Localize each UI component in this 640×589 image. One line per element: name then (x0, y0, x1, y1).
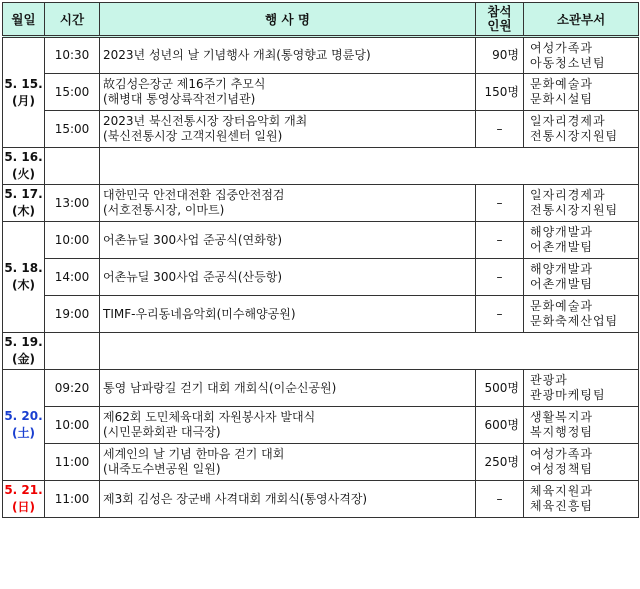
table-row (3, 222, 639, 259)
date-cell (3, 222, 45, 333)
event-line: 통영 남파랑길 걷기 대회 개회식(이순신공원) (103, 380, 337, 395)
empty-day-row (3, 148, 639, 185)
event-cell (100, 37, 476, 74)
date-text: 5. 17. (4, 187, 43, 201)
dept-cell (524, 185, 639, 222)
attendance-cell: 500명 (476, 370, 524, 407)
dept-line: 문화예술과 (530, 299, 593, 313)
time-cell: 10:30 (45, 37, 100, 74)
attendance-cell: 150명 (476, 74, 524, 111)
dept-cell (524, 481, 639, 518)
time-cell: 10:00 (45, 222, 100, 259)
attendance-cell: – (476, 111, 524, 148)
attendance-cell: – (476, 222, 524, 259)
table-row (3, 444, 639, 481)
event-cell (100, 481, 476, 518)
date-cell (3, 370, 45, 481)
weekday-text: (土) (12, 426, 35, 440)
event-line: 故김성은장군 제16주기 추모식 (103, 77, 266, 91)
event-cell (100, 296, 476, 333)
dept-cell (524, 222, 639, 259)
dept-line: 일자리경제과 (530, 188, 606, 202)
dept-cell (524, 444, 639, 481)
table-row (3, 370, 639, 407)
dept-cell (524, 74, 639, 111)
event-line: 2023년 성년의 날 기념행사 개최(통영향교 명륜당) (103, 48, 371, 62)
time-cell: 15:00 (45, 74, 100, 111)
dept-line: 체육지원과 (530, 484, 593, 498)
dept-line: 일자리경제과 (530, 114, 606, 128)
table-row (3, 37, 639, 74)
time-cell: 11:00 (45, 481, 100, 518)
date-cell (3, 148, 45, 185)
date-cell (3, 37, 45, 148)
empty-day-row (3, 333, 639, 370)
event-cell (100, 222, 476, 259)
table-row (3, 407, 639, 444)
dept-line: 여성가족과 (530, 447, 593, 461)
date-text: 5. 19. (4, 335, 43, 349)
event-cell (100, 407, 476, 444)
dept-line: 생활복지과 (530, 410, 593, 424)
header-event: 행 사 명 (100, 3, 476, 37)
table-row (3, 296, 639, 333)
event-line: 대한민국 안전대전환 집중안전점검 (103, 188, 285, 202)
event-line: 세계인의 날 기념 한마음 걷기 대회 (103, 447, 285, 461)
schedule-table (2, 2, 639, 518)
header-date: 월일 (3, 3, 45, 37)
dept-line: 문화예술과 (530, 77, 593, 91)
attendance-cell: 90명 (476, 37, 524, 74)
table-row (3, 111, 639, 148)
event-cell (100, 370, 476, 407)
schedule-body (3, 37, 639, 518)
time-cell: 19:00 (45, 296, 100, 333)
dept-line: 관광마케팅팀 (530, 388, 606, 402)
dept-line: 어촌개발팀 (530, 240, 593, 254)
time-cell: 11:00 (45, 444, 100, 481)
time-cell: 14:00 (45, 259, 100, 296)
event-line: (내죽도수변공원 일원) (103, 462, 221, 476)
event-cell (100, 333, 639, 370)
event-line: 2023년 북신전통시장 장터음악회 개최 (103, 114, 308, 128)
date-cell (3, 185, 45, 222)
time-cell: 10:00 (45, 407, 100, 444)
dept-cell (524, 296, 639, 333)
date-text: 5. 15. (4, 76, 43, 91)
dept-line: 관광과 (530, 373, 568, 387)
time-cell (45, 333, 100, 370)
header-dept: 소관부서 (524, 3, 639, 37)
dept-line: 전통시장지원팀 (530, 203, 619, 217)
dept-line: 여성정책팀 (530, 462, 593, 476)
attendance-cell: – (476, 296, 524, 333)
header-time: 시간 (45, 3, 100, 37)
date-text: 5. 21. (4, 483, 43, 497)
dept-cell (524, 259, 639, 296)
dept-line: 문화축제산업팀 (530, 314, 619, 328)
time-cell: 09:20 (45, 370, 100, 407)
header-row (3, 3, 639, 37)
event-line: (시민문화회관 대극장) (103, 425, 221, 439)
event-line: 제3회 김성은 장군배 사격대회 개회식(통영사격장) (103, 491, 368, 506)
weekday-text: (木) (12, 278, 35, 292)
date-text: 5. 20. (4, 409, 43, 423)
weekday-text: (金) (12, 352, 35, 366)
date-text: 5. 18. (4, 261, 43, 275)
dept-cell (524, 370, 639, 407)
attendance-cell: 250명 (476, 444, 524, 481)
header-attendance (476, 3, 524, 37)
dept-cell (524, 407, 639, 444)
table-row (3, 74, 639, 111)
event-line: 제62회 도민체육대회 자원봉사자 발대식 (103, 410, 316, 424)
date-cell (3, 481, 45, 518)
event-cell (100, 259, 476, 296)
event-line: 어촌뉴딜 300사업 준공식(산등항) (103, 269, 283, 284)
attendance-cell: – (476, 259, 524, 296)
dept-line: 해양개발과 (530, 225, 593, 239)
table-row (3, 259, 639, 296)
attendance-cell: – (476, 185, 524, 222)
event-line: (북신전통시장 고객지원센터 일원) (103, 129, 283, 143)
time-cell: 15:00 (45, 111, 100, 148)
dept-cell (524, 37, 639, 74)
dept-line: 아동청소년팀 (530, 55, 606, 70)
event-line: 어촌뉴딜 300사업 준공식(연화항) (103, 232, 283, 247)
event-cell (100, 185, 476, 222)
weekday-text: (日) (12, 500, 35, 514)
dept-line: 전통시장지원팀 (530, 129, 619, 143)
date-cell (3, 333, 45, 370)
event-line: TIMF-우리동네음악회(미수해양공원) (103, 306, 296, 321)
event-cell (100, 111, 476, 148)
attendance-cell: – (476, 481, 524, 518)
event-cell (100, 74, 476, 111)
time-cell (45, 148, 100, 185)
event-cell (100, 148, 639, 185)
event-cell (100, 444, 476, 481)
event-line: (서호전통시장, 이마트) (103, 203, 225, 217)
dept-line: 해양개발과 (530, 262, 593, 276)
dept-line: 복지행정팀 (530, 425, 593, 439)
weekday-text: (月) (12, 93, 35, 108)
table-row (3, 481, 639, 518)
weekday-text: (木) (12, 204, 35, 218)
dept-cell (524, 111, 639, 148)
dept-line: 여성가족과 (530, 40, 593, 55)
weekday-text: (火) (12, 167, 35, 181)
event-line: (해병대 통영상륙작전기념관) (103, 92, 256, 106)
table-row (3, 185, 639, 222)
dept-line: 어촌개발팀 (530, 277, 593, 291)
attendance-cell: 600명 (476, 407, 524, 444)
header-attendance-text: 참석 인원 (487, 4, 512, 33)
dept-line: 체육진흥팀 (530, 499, 593, 513)
date-text: 5. 16. (4, 150, 43, 164)
dept-line: 문화시설팀 (530, 92, 593, 106)
time-cell: 13:00 (45, 185, 100, 222)
